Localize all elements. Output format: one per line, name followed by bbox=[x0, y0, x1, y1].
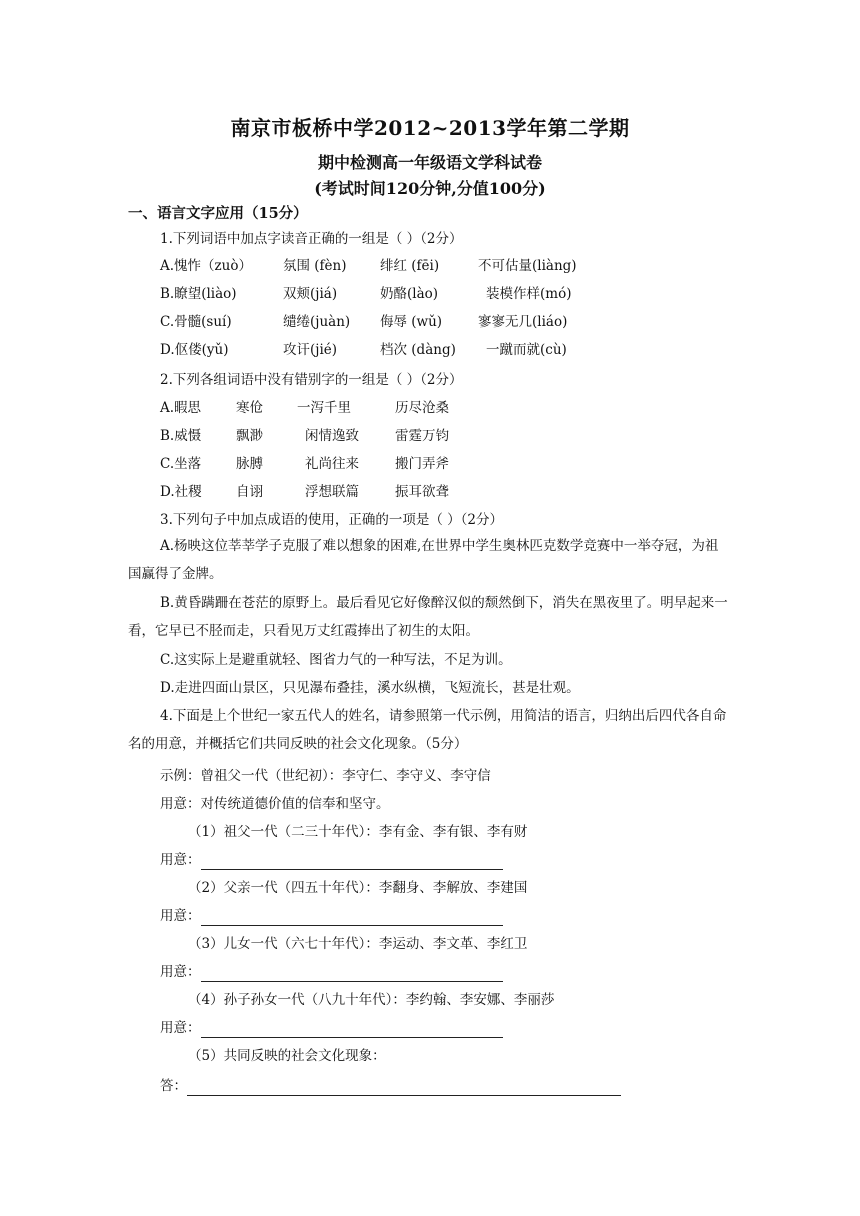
q2-option: 闲情逸致 bbox=[305, 428, 359, 444]
q1-option: A.愧怍（zuò） bbox=[160, 258, 252, 274]
meaning-label: 用意： bbox=[160, 852, 201, 868]
q2-option: C.坐落 bbox=[160, 456, 202, 472]
answer-blank[interactable] bbox=[187, 1079, 621, 1096]
q1-option: 缱绻(juàn) bbox=[283, 314, 351, 330]
q3-option-a: A.杨映这位莘莘学子克服了难以想象的困难,在世界中学生奥林匹克数学竞赛中一举夺冠，为祖国赢得了金牌。 bbox=[128, 538, 719, 582]
q3-option-c: C.这实际上是避重就轻、图省力气的一种写法，不足为训。 bbox=[160, 652, 512, 668]
q4-common: （5）共同反映的社会文化现象： bbox=[188, 1048, 386, 1064]
q2-option: B.威慑 bbox=[160, 428, 202, 444]
q4-final-answer-row bbox=[160, 1076, 621, 1096]
q2-option: 搬门弄斧 bbox=[395, 456, 449, 472]
answer-label: 答： bbox=[160, 1078, 187, 1094]
q2-option: A.暇思 bbox=[160, 400, 202, 416]
q2-option: 脉膊 bbox=[236, 456, 263, 472]
q1-option: 绯红 (fēi) bbox=[380, 258, 440, 274]
exam-time-note: (考试时间120分钟,分值100分) bbox=[314, 179, 546, 198]
q2-option: D.社稷 bbox=[160, 484, 202, 500]
q2-option: 历尽沧桑 bbox=[395, 400, 449, 416]
q2-option: 礼尚往来 bbox=[305, 456, 359, 472]
q4-example-meaning: 用意：对传统道德价值的信奉和坚守。 bbox=[160, 796, 390, 812]
q1-option: 寥寥无几(liáo) bbox=[478, 314, 568, 330]
q1-stem: 1.下列词语中加点字读音正确的一组是（ ）（2分） bbox=[160, 231, 463, 247]
answer-blank[interactable] bbox=[201, 853, 503, 870]
q4-answer-row bbox=[160, 906, 503, 926]
q2-option: 飘渺 bbox=[236, 428, 263, 444]
q1-option: 奶酪(lào) bbox=[380, 286, 439, 302]
q2-option: 浮想联篇 bbox=[305, 484, 359, 500]
q1-option: 双颊(jiá) bbox=[283, 286, 338, 302]
q2-option: 雷霆万钧 bbox=[395, 428, 449, 444]
q4-item: （4）孙子孙女一代（八九十年代）：李约翰、李安娜、李丽莎 bbox=[188, 992, 555, 1008]
q1-option: 侮辱 (wǔ) bbox=[380, 314, 443, 330]
q1-option: D.伛偻(yǔ) bbox=[160, 342, 229, 358]
exam-title: 南京市板桥中学2012~2013学年第二学期 bbox=[230, 116, 630, 140]
q3-stem: 3.下列句子中加点成语的使用，正确的一项是（ ）（2分） bbox=[160, 512, 504, 528]
meaning-label: 用意： bbox=[160, 964, 201, 980]
q1-option: 装模作样(mó) bbox=[486, 286, 572, 302]
answer-blank[interactable] bbox=[201, 965, 503, 982]
q1-option: 档次 (dàng) bbox=[380, 342, 456, 358]
q1-option: B.瞭望(liào) bbox=[160, 286, 237, 302]
q4-stem: 4.下面是上个世纪一家五代人的姓名，请参照第一代示例，用简洁的语言，归纳出后四代各自命名的用意，并概括它们共同反映的社会文化现象。（5分） bbox=[128, 708, 727, 752]
q2-stem: 2.下列各组词语中没有错别字的一组是（ ）（2分） bbox=[160, 372, 463, 388]
answer-blank[interactable] bbox=[201, 909, 503, 926]
meaning-label: 用意： bbox=[160, 1020, 201, 1036]
q3-option-b: B.黄昏蹒跚在苍茫的原野上。最后看见它好像醉汉似的颓然倒下，消失在黑夜里了。明早起来一看，它早已不胫而走，只看见万丈红霞捧出了初生的太阳。 bbox=[128, 595, 728, 639]
q4-item: （1）祖父一代（二三十年代）：李有金、李有银、李有财 bbox=[188, 824, 528, 840]
q4-example: 示例：曾祖父一代（世纪初）：李守仁、李守义、李守信 bbox=[160, 768, 491, 784]
q4-answer-row bbox=[160, 850, 503, 870]
q3-option-d: D.走进四面山景区，只见瀑布叠挂，溪水纵横，飞短流长，甚是壮观。 bbox=[160, 680, 580, 696]
q1-option: 氛围 (fèn) bbox=[283, 258, 347, 274]
exam-subtitle: 期中检测高一年级语文学科试卷 bbox=[317, 153, 542, 172]
q1-option: C.骨髓(suí) bbox=[160, 314, 232, 330]
q4-answer-row bbox=[160, 1018, 503, 1038]
q1-option: 攻讦(jié) bbox=[283, 342, 338, 358]
q4-item: （2）父亲一代（四五十年代）：李翻身、李解放、李建国 bbox=[188, 880, 528, 896]
q4-answer-row bbox=[160, 962, 503, 982]
meaning-label: 用意： bbox=[160, 908, 201, 924]
section-heading: 一、语言文字应用（15分） bbox=[128, 205, 308, 222]
q1-option: 不可估量(liàng) bbox=[478, 258, 577, 274]
q2-option: 自诩 bbox=[236, 484, 263, 500]
q2-option: 振耳欲聋 bbox=[395, 484, 449, 500]
answer-blank[interactable] bbox=[201, 1021, 503, 1038]
q1-option: 一蹴而就(cù) bbox=[486, 342, 567, 358]
q2-option: 寒伧 bbox=[236, 400, 263, 416]
q4-item: （3）儿女一代（六七十年代）：李运动、李文革、李红卫 bbox=[188, 936, 528, 952]
q2-option: 一泻千里 bbox=[297, 400, 351, 416]
